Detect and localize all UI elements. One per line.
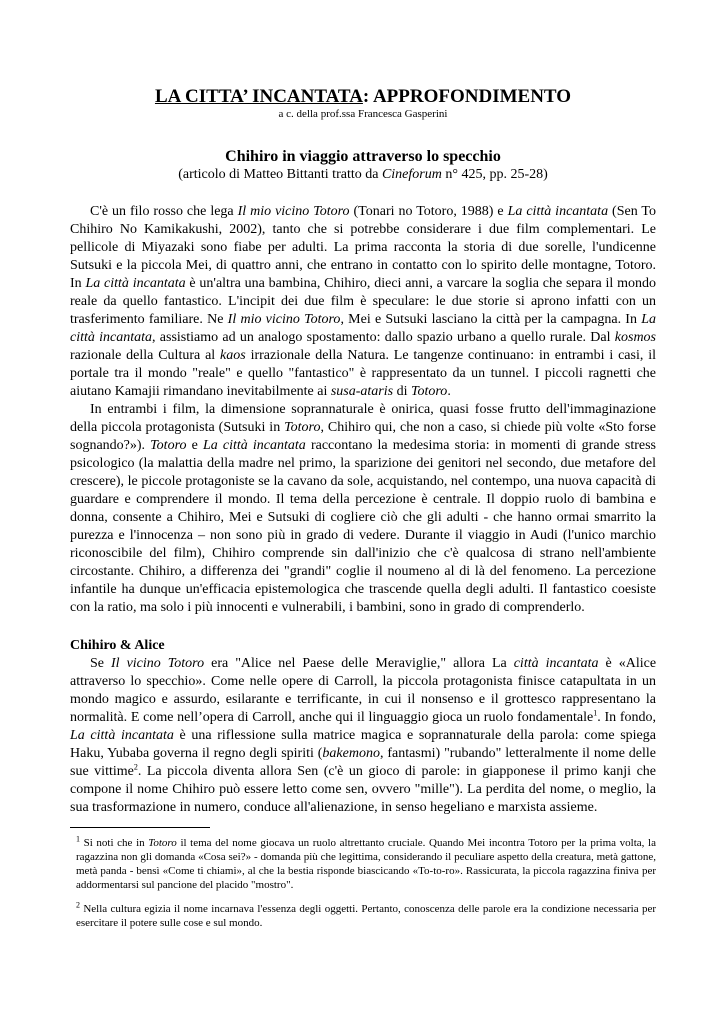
source-prefix: (articolo di Matteo Bittanti tratto da (178, 167, 382, 182)
document-page (70, 86, 656, 940)
title-underlined: LA CITTA’ INCANTATA (154, 86, 363, 107)
footnote-divider (70, 827, 210, 828)
paragraph-1: C'è un filo rosso che lega Il mio vicino Totoro (Tonari no Totoro, 1988) e La città incantata (Sen To Chihiro No Kamikakushi, 2002), tanto che si potrebbe considerare i due film complementari. Le pellicole di Miyazaki sono fiabe per adulti. La prima racconta la storia di due sorelle, l'undicenne Sutsuki e la piccola Mei, di quattro anni, che entrano in contatto con lo spirito delle montagne, Totoro. In La città incantata è un'altra una bambina, Chihiro, dieci anni, a varcare la soglia che separa il mondo reale da quello fantastico. L'incipit dei due film è speculare: le due storie si aprono infatti con un trasferimento familiare. Ne Il mio vicino Totoro, Mei e Sutsuki lasciano la città per la campagna. In La città incantata, assistiamo ad un analogo spostamento: dallo spazio urbano a quello rurale. Dal kosmos razionale della Cultura al kaos irrazionale della Natura. Le tangenze continuano: in entrambi i casi, il portale tra il mondo "reale" e quello "fantastico" è rappresentato da un tunnel. I piccoli ragnetti che aiutano Kamajii rimandano inevitabilmente ai susa-ataris di Totoro. (70, 204, 657, 399)
article-source (70, 166, 656, 183)
footnote-ref-1[interactable]: 1 (593, 708, 598, 718)
footnote-1: $^1$ Si noti che in Totoro il tema del nome giocava un ruolo altrettanto cruciale. Quando Mei incontra Totoro per la prima volta, la ragazzina non gli domanda «Cosa sei?» - domanda più che legittima, considerando il peculiare aspetto della creatura, metà gattone, metà panda - bensì «Come ti chiami», al che la bestia risponde biascicando «To-to-ro». Rassicurata, la piccola ragazzina finiva per addormentarsi sul pancione del placido "mostro". (76, 834, 656, 891)
section-heading: Chihiro & Alice (70, 638, 165, 653)
footnote-2: $^2$ Nella cultura egizia il nome incarnava l'essenza degli oggetti. Pertanto, conoscenza delle parole era la condizione necessaria per esercitare il potere sulle cose e sul mondo. (76, 900, 656, 929)
paragraph-3: Se Il vicino Totoro era "Alice nel Paese delle Meraviglie," allora La città incantata è «Alice attraverso lo specchio». Come nelle opere di Carroll, la piccola protagonista finisce catapultata in un mondo magico e assurdo, esilarante e terrificante, in cui il nonsenso e il grottesco rappresentano la normalità. E come nell’opera di Carroll, anche qui il linguaggio gioca un ruolo fondamentale$^1$. In fondo, La città incantata è una riflessione sulla matrice magica e soprannaturale della parola: come spiega Haku, Yubaba governa il regno degli spiriti (bakemono, fantasmi) "rubando" letteralmente il nome delle sue vittime$^2$. La piccola diventa allora Sen (c'è un gioco di parole: in giapponese il primo kanji che compone il nome Chihiro può essere letto come sen, ovvero "mille"). La perdita del nome, o meglio, la sua trasformazione in numero, conduce all'alienazione, in senso hegeliano e marxista assieme. (70, 656, 657, 815)
footnote-ref-2[interactable]: 2 (133, 762, 138, 772)
paragraph-2: In entrambi i film, la dimensione soprannaturale è onirica, quasi fosse frutto dell'immaginazione della piccola protagonista (Sutsuki in Totoro, Chihiro qui, che non a caso, si chiede più volte «Sto forse sognando?»). Totoro e La città incantata raccontano la medesima storia: in momenti di grande stress psicologico (la malattia della madre nel primo, la sparizione dei genitori nel secondo, due metafore del crescere), le piccole protagoniste se la cavano da sole, acquistando, nel contempo, una nuova capacità di guardare e comprendere il mondo. Il tema della percezione è centrale. Il doppio ruolo di bambina e donna, consente a Chihiro, Mei e Sutsuki di cogliere ciò che gli adulti - che hanno ormai smarrito la purezza e l'innocenza – non sono più in grado di vedere. Durante il viaggio in Audi (l'unico marchio riconoscibile del film), Chihiro comprende sin dall'inizio che c'è qualcosa di strano nell'ambiente circostante. Chihiro, a differenza dei "grandi" coglie il noumeno al di là del fenomeno. La percezione infantile ha dunque un'efficacia epistemologica che trascende quella degli adulti. Il fantastico coesiste con la ratio, ma solo i più innocenti e vulnerabili, i bambini, sono in grado di comprenderlo. (70, 402, 657, 615)
byline: a c. della prof.ssa Francesca Gasperini (278, 108, 448, 120)
article-title: Chihiro in viaggio attraverso lo specchio (225, 148, 501, 165)
title-rest: : APPROFONDIMENTO (362, 86, 572, 107)
page-title (70, 86, 656, 108)
source-suffix: n° 425, pp. 25-28) (441, 167, 548, 182)
source-magazine: Cineforum (381, 167, 442, 182)
